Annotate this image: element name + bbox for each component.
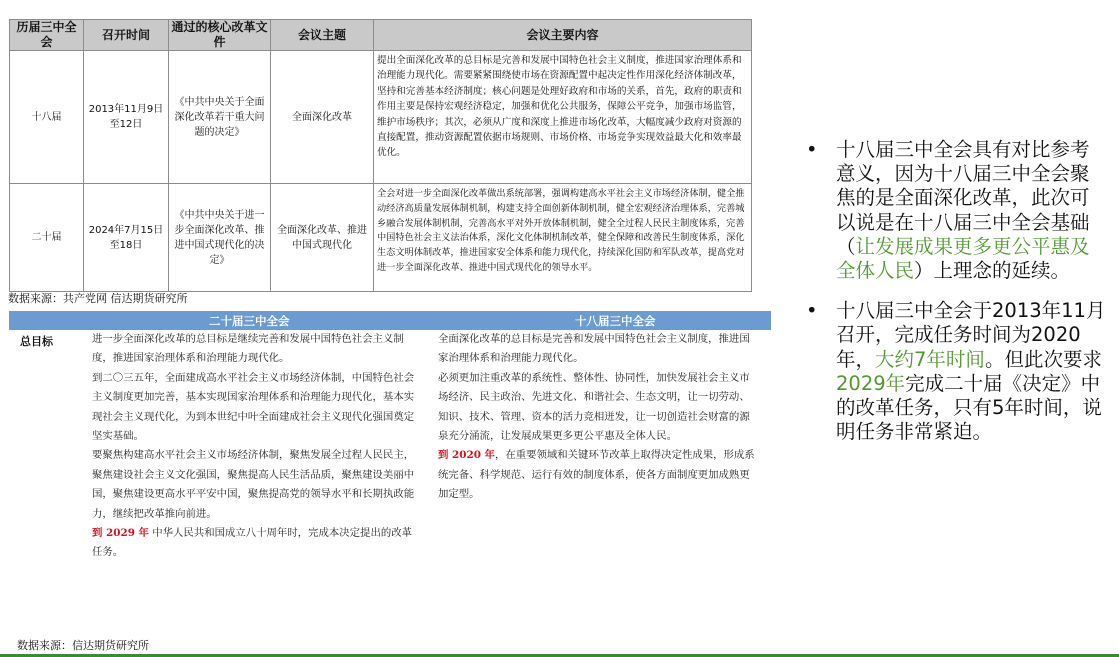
cell-session: 二十届 xyxy=(10,184,84,292)
goal-column-20th xyxy=(92,330,422,563)
header-session: 历届三中全会 xyxy=(10,20,84,51)
bullet-text: 十八届三中全会具有对比参考意义，因为十八届三中全会聚焦的是全面深化改革，此次可以说是在十八届三中全会基础（ xyxy=(836,138,1090,258)
bullet-dot-icon: • xyxy=(806,299,818,323)
header-theme: 会议主题 xyxy=(271,20,374,51)
cell-content: 提出全面深化改革的总目标是完善和发展中国特色社会主义制度，推进国家治理体系和治理能力现代化。需要紧紧围绕使市场在资源配置中起决定性作用深化经济体制改革，坚持和完善基本经济制度；核心问题是处理好政府和市场的关系，首先，政府的职责和作用主要是保持宏观经济稳定，加强和优化公共服务，保障公平竞争，加强市场监管，维护市场秩序；其次，必须从广度和深度上推进市场化改革，大幅度减少政府对资源的直接配置，推动资源配置依据市场规则、市场价格、市场竞争实现效益最大化和效率最优化。 xyxy=(374,51,752,184)
table2-source: 数据来源：信达期货研究所 xyxy=(17,639,149,652)
cell-content: 全会对进一步全面深化改革做出系统部署，强调构建高水平社会主义市场经济体制，健全推动经济高质量发展体制机制，构建支持全面创新体制机制，健全宏观经济治理体系，完善城乡融合发展体制机制，完善高水平对外开放体制机制，健全全过程人民民主制度体系，完善中国特色社会主义法治体系，深化文化体制机制改革，健全保障和改善民生制度体系，深化生态文明体制改革，推进国家安全体系和能力现代化，持续深化国防和军队改革，提高党对进一步全面深化改革、推进中国式现代化的领导水平。 xyxy=(374,184,752,292)
table-row xyxy=(10,51,752,184)
cell-theme: 全面深化改革、推进中国式现代化 xyxy=(271,184,374,292)
cell-session: 十八届 xyxy=(10,51,84,184)
table1-source: 数据来源：共产党网 信达期货研究所 xyxy=(8,292,188,305)
bullet-item xyxy=(806,299,1106,444)
bullet-text: 。但此次要求 xyxy=(984,347,1102,371)
deadline-highlight: 到 2029 年 xyxy=(92,527,149,540)
paragraph xyxy=(438,446,760,504)
bullet-text: ）上理念的延续。 xyxy=(914,259,1071,283)
cell-theme: 全面深化改革 xyxy=(271,51,374,184)
bullet-item xyxy=(806,138,1106,283)
table-header-row xyxy=(10,20,752,51)
bullet-text: 完成二十届《决定》中的改革任务，只有5年时间，说明任务非常紧迫。 xyxy=(836,371,1102,444)
reform-comparison-table xyxy=(9,19,752,292)
row-label-overall-goal: 总目标 xyxy=(20,335,53,348)
paragraph: 要聚焦构建高水平社会主义市场经济体制，聚焦发展全过程人民民主，聚焦建设社会主义文化强国，聚焦提高人民生活品质，聚焦建设美丽中国，聚焦建设更高水平平安中国，聚焦提高党的领导水平和长期执政能力，继续把改革推向前进。 xyxy=(92,449,415,520)
header-18th: 十八届三中全会 xyxy=(575,314,656,328)
header-date: 召开时间 xyxy=(84,20,169,51)
paragraph: 进一步全面深化改革的总目标是继续完善和发展中国特色社会主义制度，推进国家治理体系和治理能力现代化。 xyxy=(92,333,404,365)
paragraph xyxy=(92,524,422,563)
cell-document: 《中共中央关于全面深化改革若干重大问题的决定》 xyxy=(169,51,271,184)
header-content: 会议主要内容 xyxy=(374,20,752,51)
cell-document: 《中共中央关于进一步全面深化改革、推进中国式现代化的决定》 xyxy=(169,184,271,292)
cell-date: 2013年11月9日至12日 xyxy=(84,51,169,184)
paragraph: 必须更加注重改革的系统性、整体性、协同性，加快发展社会主义市场经济、民主政治、先进文化、和谐社会、生态文明，让一切劳动、知识、技术、管理、资本的活力竞相迸发，让一切创造社会财富的源泉充分涌流，让发展成果更多更公平惠及全体人民。 xyxy=(438,371,750,443)
bullet-dot-icon: • xyxy=(806,138,818,161)
paragraph-text: 中华人民共和国成立八十周年时，完成本决定提出的改革任务。 xyxy=(92,527,413,559)
bullet-highlight: 大约7年时间 xyxy=(875,347,985,371)
commentary-bullets xyxy=(806,138,1106,460)
paragraph: 全面深化改革的总目标是完善和发展中国特色社会主义制度，推进国家治理体系和治理能力现代化。 xyxy=(438,333,750,365)
header-document: 通过的核心改革文件 xyxy=(169,20,271,51)
paragraph: 到二〇三五年，全面建成高水平社会主义市场经济体制，中国特色社会主义制度更加完善，基本实现国家治理体系和治理能力现代化，基本实现社会主义现代化，为到本世纪中叶全面建成社会主义现代化强国奠定坚实基础。 xyxy=(92,371,415,443)
bullet-highlight: 2029年 xyxy=(836,371,906,395)
goal-table-header xyxy=(9,311,771,330)
header-20th: 二十届三中全会 xyxy=(209,314,290,328)
goal-column-18th xyxy=(438,330,760,505)
paragraph-text: ，在重要领域和关键环节改革上取得决定性成果，形成系统完备、科学规范、运行有效的制度体系，使各方面制度更加成熟更加定型。 xyxy=(438,449,755,501)
bullet-text: 十八届三中全会于2013年11月召开，完成任务时间为2020年， xyxy=(836,299,1106,371)
deadline-highlight: 到 2020 年 xyxy=(438,449,495,462)
cell-date: 2024年7月15日至18日 xyxy=(84,184,169,292)
table-row xyxy=(10,184,752,292)
bullet-highlight: 让发展成果更多更公平惠及全体人民 xyxy=(836,234,1090,283)
